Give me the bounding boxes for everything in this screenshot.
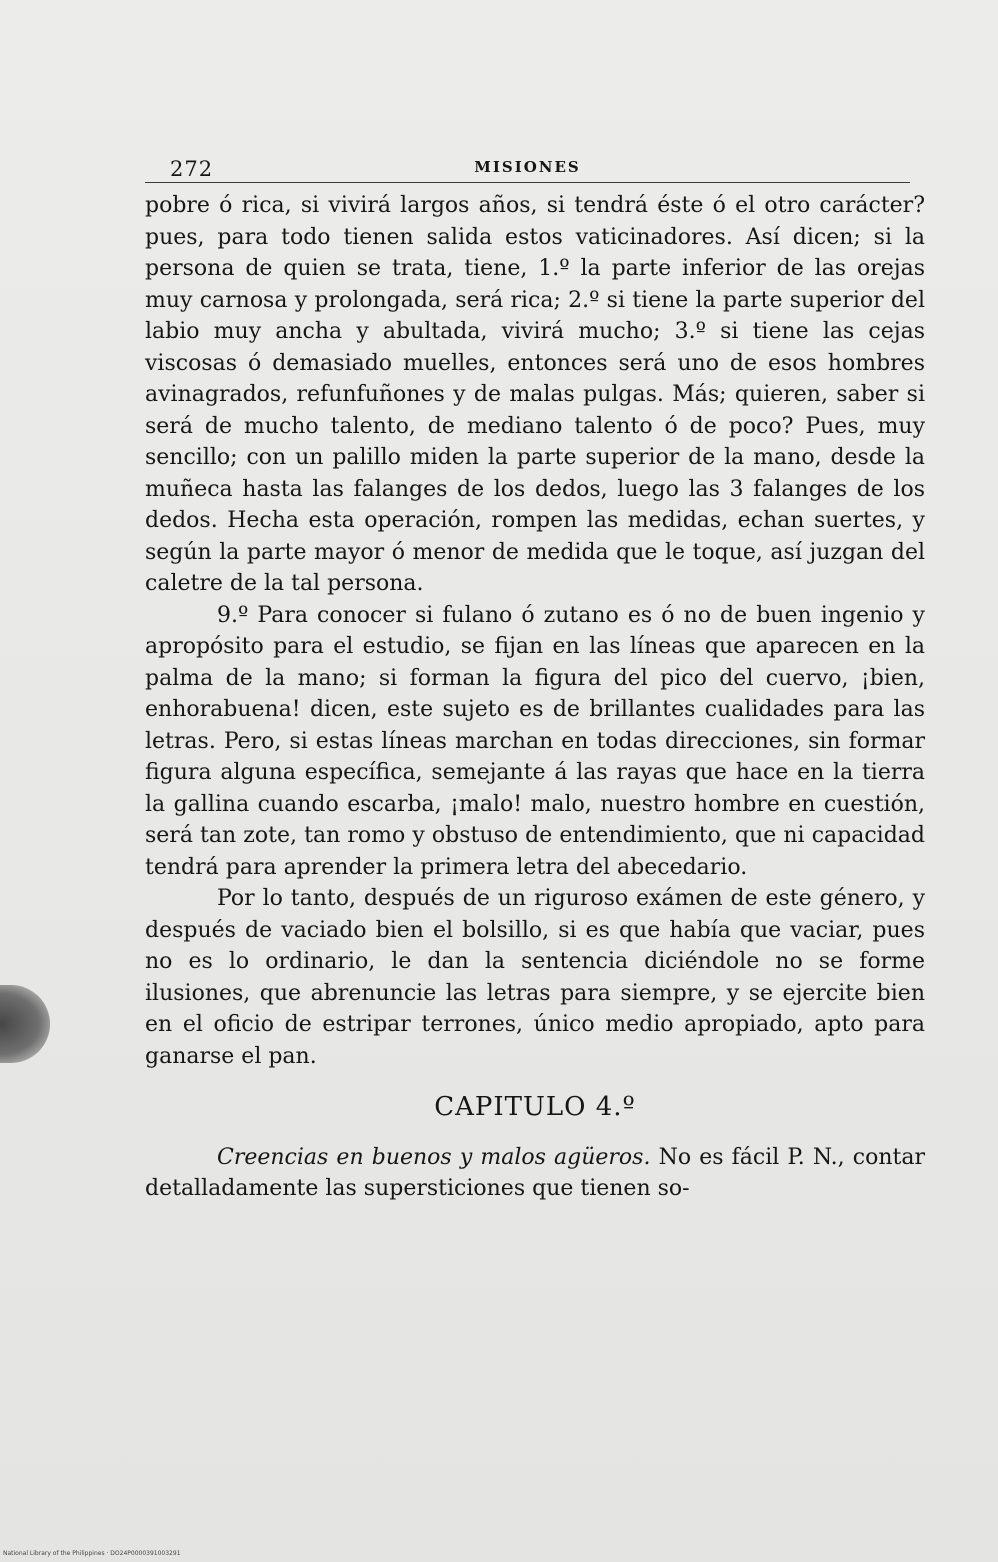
page-number: 272	[170, 157, 214, 181]
scanner-thumb-shadow	[0, 985, 50, 1063]
body-text	[145, 190, 925, 1205]
running-head	[145, 152, 910, 183]
library-credit: National Library of the Philippines · DO24P0000391003291	[3, 1550, 181, 1557]
chapter-opening-paragraph	[145, 1142, 925, 1205]
chapter-heading: CAPITULO 4.º	[434, 1092, 636, 1122]
running-title: MISIONES	[474, 158, 581, 176]
paragraph-conclusion: Por lo tanto, después de un riguroso exámen de este género, y después de vaciado bien el bolsillo, si es que había que vaciar, pues no es lo ordinario, le dan la sentencia diciéndole no se forme ilusiones, que abrenuncie las letras para siempre, y se ejercite bien en el oficio de estripar terrones, único medio apropiado, apto para ganarse el pan.	[145, 886, 925, 1069]
paragraph-continued: pobre ó rica, si vivirá largos años, si tendrá éste ó el otro carácter? pues, para todo tienen salida estos vaticinadores. Así dicen; si la persona de quien se trata, tiene, 1.º la parte inferior de las orejas muy carnosa y prolongada, será rica; 2.º si tiene la parte superior del labio muy ancha y abultada, vivirá mucho; 3.º si tiene las cejas viscosas ó demasiado muelles, entonces será uno de esos hombres avinagrados, refunfuñones y de malas pulgas. Más; quieren, saber si será de mucho talento, de mediano talento ó de poco? Pues, muy sencillo; con un palillo miden la parte superior de la mano, desde la muñeca hasta las falanges de los dedos, luego las 3 falanges de los dedos. Hecha esta operación, rompen las medidas, echan suertes, y según la parte mayor ó menor de medida que le toque, así juzgan del caletre de la tal persona.	[145, 193, 925, 596]
chapter-lead-text: No es fácil P. N., contar detalladamente las supersticiones que tienen so-	[145, 1144, 925, 1201]
paragraph-9: 9.º Para conocer si fulano ó zutano es ó no de buen ingenio y apropósito para el estudio, se fijan en las líneas que aparecen en la palma de la mano; si forman la figura del pico del cuervo, ¡bien, enhorabuena! dicen, este sujeto es de brillantes cualidades para las letras. Pero, si estas líneas marchan en todas direcciones, sin formar figura alguna específica, semejante á las rayas que hace en la tierra la gallina cuando escarba, ¡malo! malo, nuestro hombre en cuestión, será tan zote, tan romo y obstuso de entendimiento, que ni capacidad tendrá para aprender la primera letra del abecedario.	[145, 602, 925, 880]
chapter-lead-italic: Creencias en buenos y malos agüeros.	[217, 1144, 651, 1170]
